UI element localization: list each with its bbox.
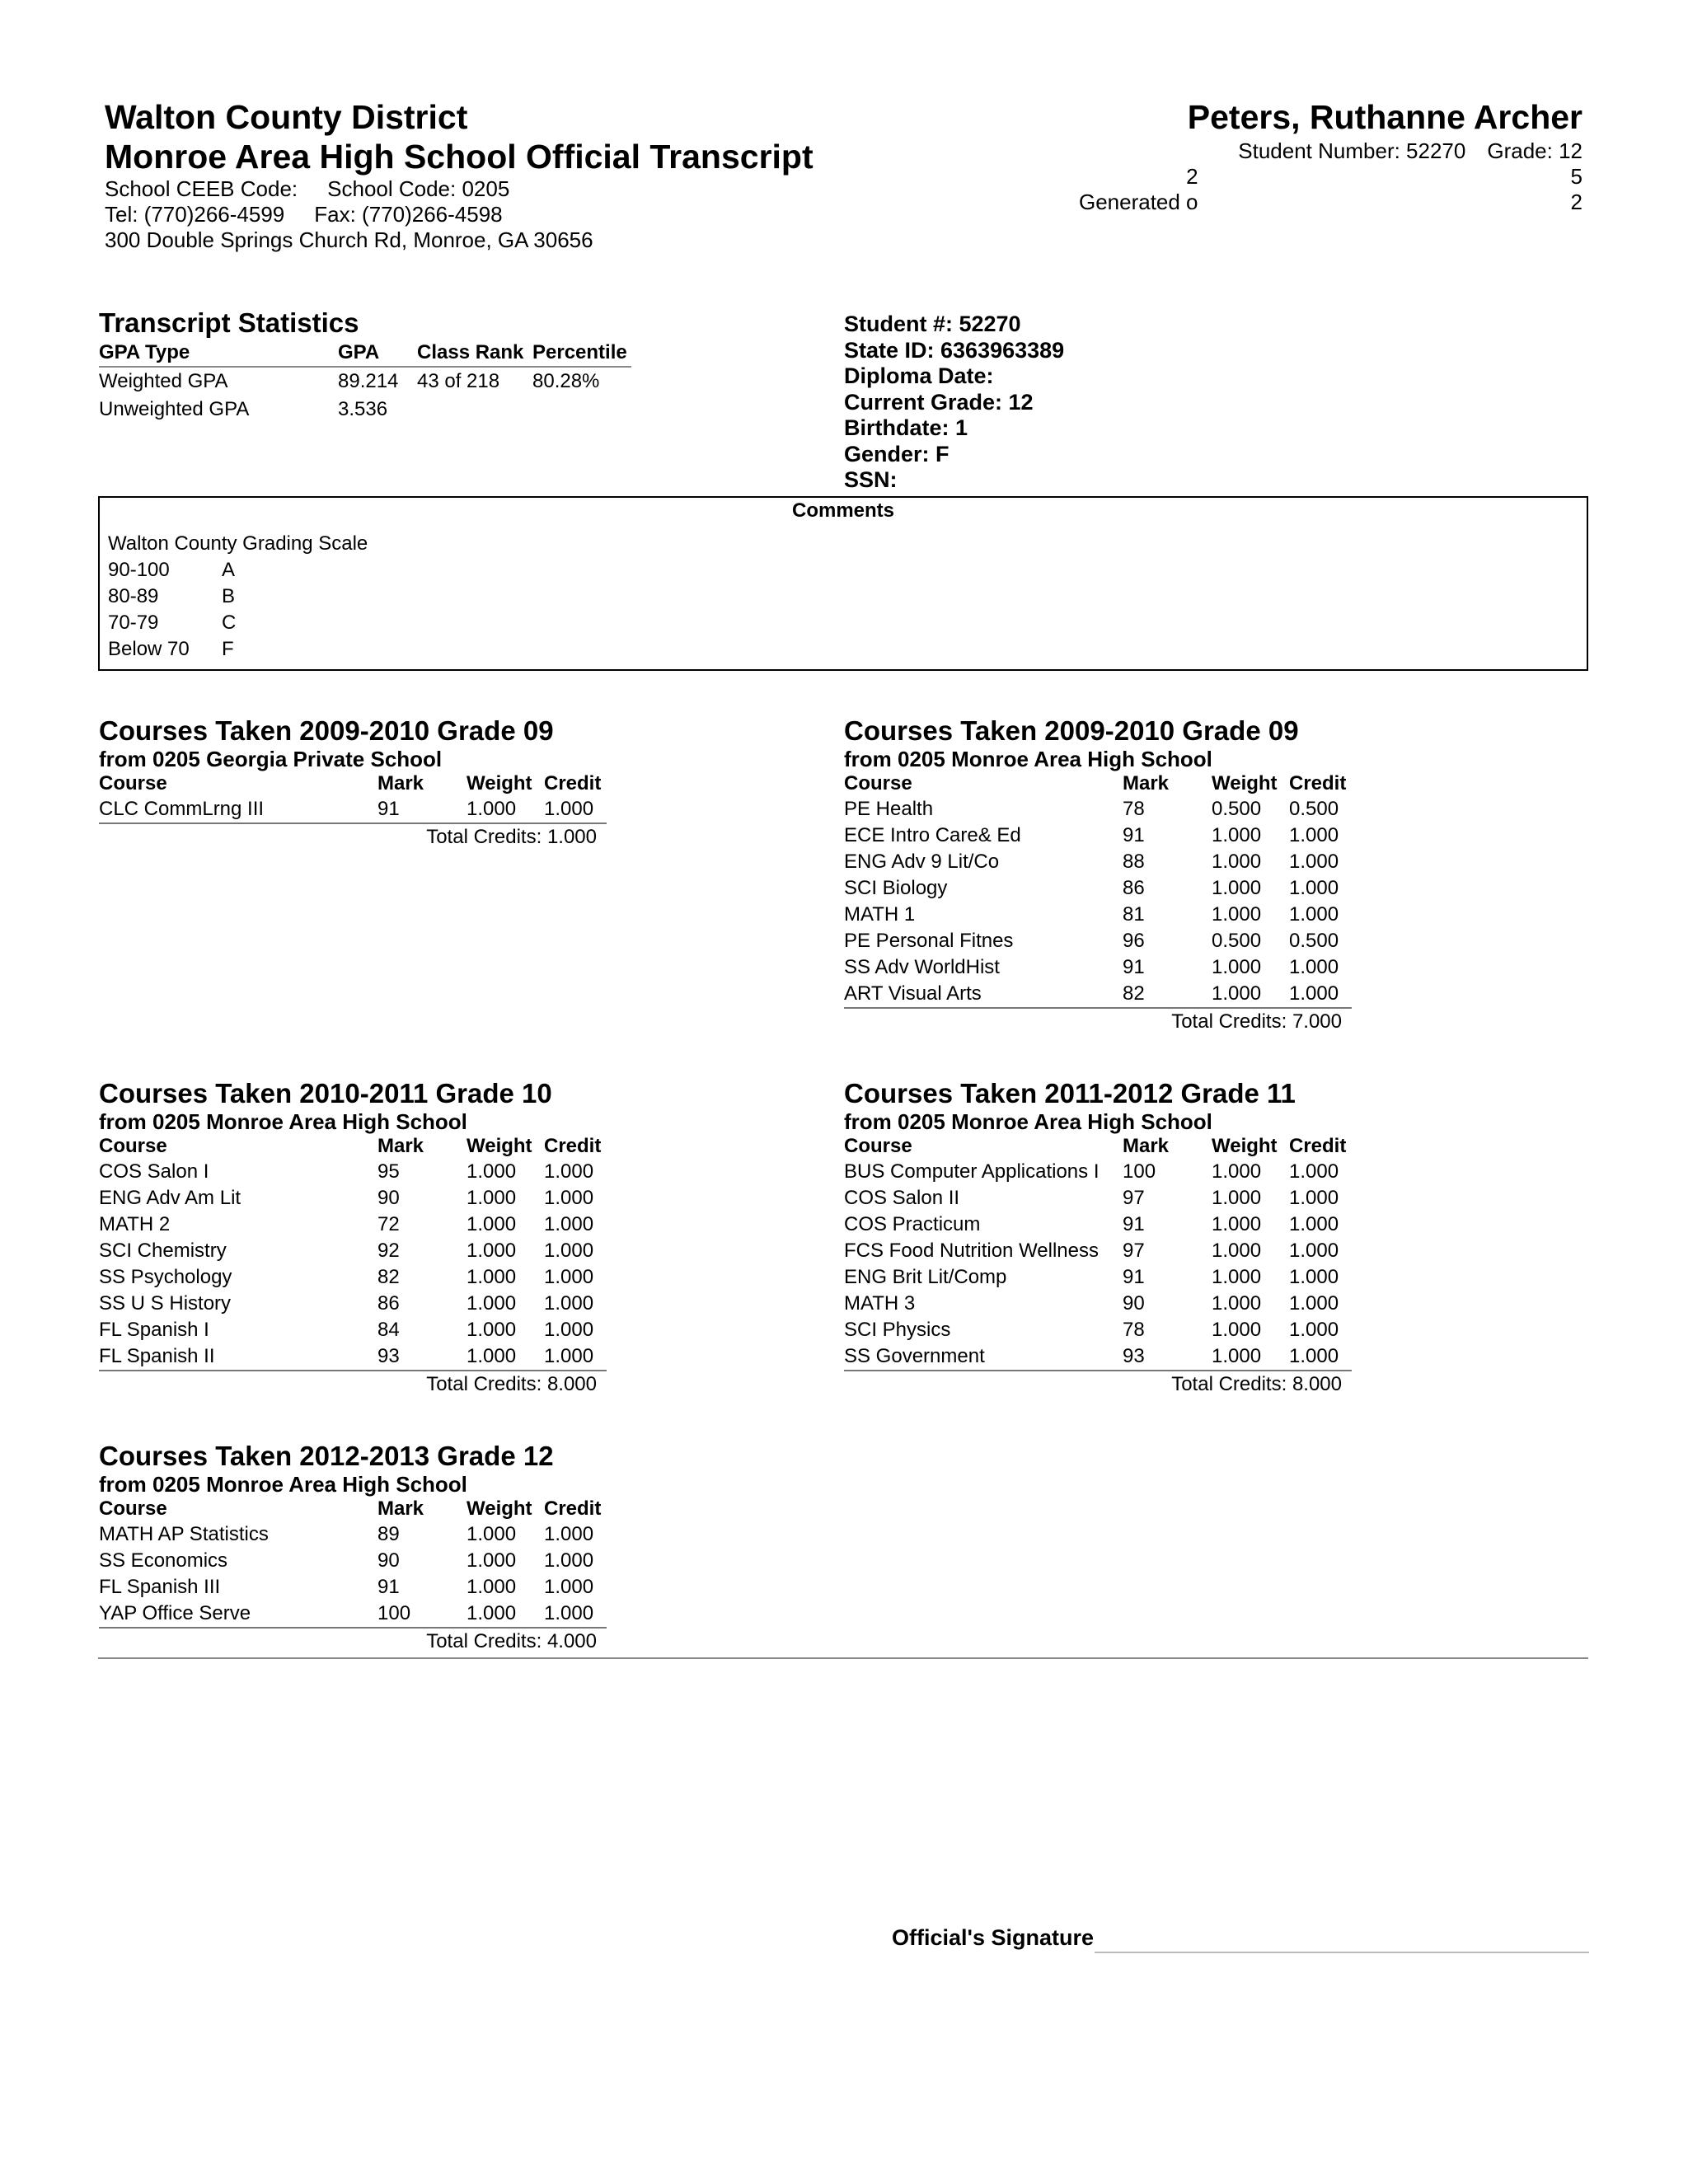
course-mark: 100: [377, 1601, 467, 1628]
total-credits-value: 1.000: [546, 826, 597, 848]
course-weight: 1.000: [467, 1576, 517, 1598]
course-credit: 1.000: [544, 1160, 594, 1183]
diploma-date: Diploma Date:: [844, 363, 994, 388]
course-block-2009-monroe: [844, 715, 1352, 1035]
gender: Gender: F: [844, 441, 950, 466]
col-gpa: GPA: [338, 340, 417, 367]
course-name: SCI Biology: [844, 877, 948, 899]
table-row: [99, 1291, 607, 1317]
course-block-2011: [844, 1078, 1352, 1398]
school-code: School Code: 0205: [327, 176, 510, 201]
total-credits-value: 4.000: [546, 1630, 597, 1652]
course-mark: 91: [1123, 1266, 1145, 1288]
fax-number: Fax: (770)266-4598: [314, 202, 503, 227]
course-mark: 91: [1123, 956, 1145, 978]
table-row: [844, 928, 1352, 954]
generated-line-1-tail: 5: [1570, 164, 1582, 189]
course-table: [99, 771, 607, 851]
course-weight: 1.000: [467, 1187, 517, 1209]
percentile: 80.28%: [532, 370, 600, 392]
course-name: SCI Chemistry: [99, 1240, 227, 1262]
total-row: [844, 1371, 1352, 1398]
course-mark: 97: [1123, 1240, 1145, 1262]
table-row: [844, 981, 1352, 1008]
col-weight: Weight: [467, 1497, 532, 1520]
course-name: BUS Computer Applications I: [844, 1160, 1100, 1183]
state-id: State ID: 6363963389: [844, 337, 1065, 363]
course-weight: 1.000: [1212, 1343, 1289, 1371]
course-weight: 1.000: [467, 1523, 517, 1545]
block-source-school: from 0205 Monroe Area High School: [99, 1109, 467, 1134]
col-credit: Credit: [1289, 772, 1347, 794]
course-mark: 84: [377, 1319, 400, 1341]
course-mark: 91: [1123, 824, 1145, 846]
col-course: Course: [99, 1135, 167, 1157]
course-credit: 1.000: [544, 796, 607, 823]
course-weight: 1.000: [1212, 1160, 1262, 1183]
col-mark: Mark: [377, 1135, 424, 1157]
table-row: [844, 1238, 1352, 1264]
course-name: SS Government: [844, 1343, 1123, 1371]
course-name: CLC CommLrng III: [99, 796, 377, 823]
course-credit: 1.000: [544, 1240, 594, 1262]
score-range: 80-89: [108, 585, 159, 607]
course-name: SCI Physics: [844, 1319, 951, 1341]
course-weight: 1.000: [1212, 1292, 1262, 1315]
course-weight: 1.000: [467, 1549, 517, 1572]
block-title: Courses Taken 2009-2010 Grade 09: [844, 715, 1299, 746]
course-credit: 1.000: [544, 1523, 594, 1545]
course-name: FL Spanish II: [99, 1343, 377, 1371]
course-name: YAP Office Serve: [99, 1601, 377, 1628]
course-weight: 1.000: [1212, 1240, 1262, 1262]
course-block-2010: [99, 1078, 607, 1398]
course-mark: 95: [377, 1160, 400, 1183]
total-credits-label: Total Credits:: [1171, 1010, 1287, 1033]
course-weight: 1.000: [1212, 903, 1262, 926]
course-weight: 1.000: [1212, 824, 1262, 846]
total-credits-label: Total Credits:: [426, 1373, 542, 1395]
block-source-school: from 0205 Monroe Area High School: [99, 1472, 467, 1497]
tel-number: Tel: (770)266-4599: [105, 202, 285, 227]
transcript-title: Monroe Area High School Official Transcript: [105, 138, 814, 176]
letter-grade: B: [222, 585, 236, 607]
course-header-row: [99, 771, 607, 796]
score-range: Below 70: [108, 638, 190, 660]
generated-line-2-tail: 2: [1570, 190, 1582, 214]
course-mark: 92: [377, 1240, 400, 1262]
letter-grade: C: [222, 612, 237, 634]
total-credits-value: 8.000: [546, 1373, 597, 1395]
course-mark: 81: [1123, 903, 1145, 926]
course-credit: 1.000: [544, 1343, 607, 1371]
col-gpa-type: GPA Type: [99, 340, 338, 367]
divider: [98, 1657, 1588, 1659]
course-mark: 96: [1123, 930, 1145, 952]
course-credit: 1.000: [1289, 877, 1339, 899]
course-weight: 1.000: [467, 1601, 544, 1628]
comments-box: [98, 496, 1588, 671]
total-row: [844, 1008, 1352, 1035]
course-mark: 91: [377, 1576, 400, 1598]
block-title: Courses Taken 2012-2013 Grade 12: [99, 1441, 554, 1471]
ceeb-code-label: School CEEB Code:: [105, 176, 298, 201]
total-row: [99, 823, 607, 851]
course-mark: 82: [1123, 981, 1212, 1008]
col-mark: Mark: [1123, 1135, 1170, 1157]
student-info: [844, 312, 1064, 494]
course-weight: 1.000: [467, 796, 544, 823]
course-weight: 1.000: [467, 1343, 544, 1371]
course-weight: 1.000: [1212, 981, 1289, 1008]
table-row: [844, 1212, 1352, 1238]
total-credits: [99, 1371, 607, 1398]
course-credit: 1.000: [544, 1319, 594, 1341]
table-row: [844, 823, 1352, 849]
comments-title: Comments: [791, 499, 895, 522]
total-credits-label: Total Credits:: [1171, 1373, 1287, 1395]
table-row: [844, 1159, 1352, 1185]
course-mark: 72: [377, 1213, 400, 1235]
course-weight: 1.000: [1212, 1266, 1262, 1288]
course-name: ENG Adv 9 Lit/Co: [844, 851, 1000, 873]
table-row: [844, 954, 1352, 981]
course-name: PE Personal Fitnes: [844, 930, 1014, 952]
course-mark: 90: [377, 1549, 400, 1572]
course-weight: 0.500: [1212, 798, 1262, 820]
course-weight: 1.000: [1212, 1187, 1262, 1209]
course-credit: 1.000: [1289, 903, 1339, 926]
student-name: Peters, Ruthanne Archer: [1187, 98, 1582, 136]
table-row: [844, 1185, 1352, 1212]
course-weight: 1.000: [467, 1292, 517, 1315]
course-mark: 93: [377, 1343, 467, 1371]
course-weight: 0.500: [1212, 930, 1262, 952]
course-name: COS Practicum: [844, 1213, 981, 1235]
course-block-2012: [99, 1441, 607, 1655]
stats-heading: Transcript Statistics: [99, 307, 359, 338]
grading-scale-row: [108, 557, 368, 583]
col-weight: Weight: [467, 772, 532, 794]
course-table: [844, 771, 1352, 1035]
generated-line-2: [1079, 190, 1582, 215]
course-weight: 1.000: [1212, 1213, 1262, 1235]
course-name: ART Visual Arts: [844, 981, 1123, 1008]
table-row: [844, 849, 1352, 875]
course-credit: 1.000: [544, 1549, 594, 1572]
course-weight: 1.000: [1212, 851, 1262, 873]
course-name: COS Salon I: [99, 1160, 209, 1183]
course-mark: 82: [377, 1266, 400, 1288]
course-weight: 1.000: [467, 1266, 517, 1288]
course-credit: 1.000: [1289, 1160, 1339, 1183]
course-credit: 1.000: [544, 1576, 594, 1598]
percentile: [532, 396, 631, 424]
course-credit: 1.000: [1289, 981, 1352, 1008]
course-name: MATH AP Statistics: [99, 1523, 269, 1545]
course-name: FCS Food Nutrition Wellness: [844, 1240, 1099, 1262]
course-name: ENG Brit Lit/Comp: [844, 1266, 1007, 1288]
course-credit: 1.000: [1289, 851, 1339, 873]
col-credit: Credit: [544, 1135, 602, 1157]
student-number-line: [1238, 138, 1582, 164]
col-weight: Weight: [1212, 772, 1278, 794]
course-header-row: [844, 1134, 1352, 1159]
table-row: [99, 1238, 607, 1264]
table-row: [99, 1264, 607, 1291]
course-credit: 0.500: [1289, 798, 1339, 820]
col-mark: Mark: [377, 772, 424, 794]
course-mark: 86: [377, 1292, 400, 1315]
total-credits-value: 8.000: [1292, 1373, 1342, 1395]
course-credit: 0.500: [1289, 930, 1339, 952]
gpa-type: Weighted GPA: [99, 370, 228, 392]
course-header-row: [844, 771, 1352, 796]
total-credits: [844, 1008, 1352, 1035]
total-credits: [99, 1628, 607, 1655]
course-credit: 1.000: [1289, 1343, 1352, 1371]
course-table: [99, 1134, 607, 1398]
course-name: FL Spanish III: [99, 1576, 221, 1598]
course-weight: 1.000: [467, 1240, 517, 1262]
col-mark: Mark: [377, 1497, 424, 1520]
table-row: [99, 1343, 607, 1371]
course-mark: 78: [1123, 1319, 1145, 1341]
course-name: ECE Intro Care& Ed: [844, 824, 1021, 846]
block-title: Courses Taken 2011-2012 Grade 11: [844, 1078, 1296, 1108]
course-credit: 1.000: [544, 1601, 607, 1628]
course-table: [99, 1497, 607, 1655]
student-id: Student #: 52270: [844, 312, 1021, 336]
course-name: SS U S History: [99, 1292, 232, 1315]
table-row: [99, 367, 631, 396]
table-row: [99, 796, 607, 823]
course-credit: 1.000: [1289, 1240, 1339, 1262]
course-weight: 1.000: [1212, 956, 1262, 978]
student-number: Student Number: 52270: [1238, 138, 1466, 163]
course-name: PE Health: [844, 798, 934, 820]
course-mark: 91: [377, 796, 467, 823]
table-row: [844, 1291, 1352, 1317]
course-mark: 93: [1123, 1343, 1212, 1371]
col-course: Course: [99, 1497, 167, 1520]
table-row: [844, 796, 1352, 823]
total-credits: [844, 1371, 1352, 1398]
course-name: FL Spanish I: [99, 1319, 209, 1341]
course-header-row: [99, 1497, 607, 1521]
grading-scale-row: [108, 583, 368, 610]
grading-scale-row: [108, 636, 368, 663]
course-credit: 1.000: [1289, 824, 1339, 846]
district-name: Walton County District: [105, 98, 468, 136]
course-weight: 1.000: [1212, 877, 1262, 899]
block-source-school: from 0205 Monroe Area High School: [844, 1109, 1212, 1134]
col-course: Course: [99, 772, 167, 794]
col-percentile: Percentile: [532, 340, 631, 367]
table-row: [844, 1264, 1352, 1291]
course-credit: 1.000: [544, 1292, 594, 1315]
course-table: [844, 1134, 1352, 1398]
course-credit: 1.000: [544, 1213, 594, 1235]
table-row: [844, 1317, 1352, 1343]
total-credits-label: Total Credits:: [426, 826, 542, 848]
score-range: 70-79: [108, 612, 159, 634]
total-credits-label: Total Credits:: [426, 1630, 542, 1652]
course-mark: 91: [1123, 1213, 1145, 1235]
course-credit: 1.000: [1289, 1213, 1339, 1235]
current-grade: Current Grade: 12: [844, 389, 1034, 415]
course-credit: 1.000: [544, 1266, 594, 1288]
table-row: [844, 875, 1352, 902]
grading-scale-title: Walton County Grading Scale: [108, 532, 368, 555]
course-weight: 1.000: [1212, 1319, 1262, 1341]
class-rank: 43 of 218: [417, 370, 500, 392]
col-mark: Mark: [1123, 772, 1170, 794]
school-codes: [105, 176, 509, 202]
course-weight: 1.000: [467, 1213, 517, 1235]
table-row: [99, 1521, 607, 1548]
col-credit: Credit: [1289, 1135, 1347, 1157]
ssn: SSN:: [844, 467, 898, 492]
generated-line-2-lead: Generated o: [1078, 190, 1198, 214]
course-mark: 97: [1123, 1187, 1145, 1209]
course-mark: 89: [377, 1523, 400, 1545]
col-class-rank: Class Rank: [417, 340, 532, 367]
signature-line: [1095, 1952, 1589, 1953]
letter-grade: A: [222, 559, 236, 581]
redacted-block: [1198, 190, 1571, 215]
total-row: [99, 1371, 607, 1398]
col-course: Course: [844, 772, 912, 794]
class-rank: [417, 396, 532, 424]
letter-grade: F: [222, 638, 234, 660]
score-range: 90-100: [108, 559, 170, 581]
course-credit: 1.000: [1289, 1292, 1339, 1315]
course-mark: 88: [1123, 851, 1145, 873]
grading-scale: [108, 531, 368, 663]
course-mark: 86: [1123, 877, 1145, 899]
course-mark: 78: [1123, 798, 1145, 820]
course-name: ENG Adv Am Lit: [99, 1187, 241, 1209]
signature-label: Official's Signature: [892, 1925, 1094, 1950]
course-header-row: [99, 1134, 607, 1159]
course-name: SS Psychology: [99, 1266, 232, 1288]
col-weight: Weight: [467, 1135, 532, 1157]
total-row: [99, 1628, 607, 1655]
table-row: [99, 1548, 607, 1574]
total-credits: [99, 823, 607, 851]
table-row: [844, 1343, 1352, 1371]
gpa-type: Unweighted GPA: [99, 398, 250, 420]
col-credit: Credit: [544, 1497, 602, 1520]
table-row: [99, 1574, 607, 1601]
table-row: [844, 902, 1352, 928]
table-row: [99, 1601, 607, 1628]
table-row: [99, 396, 631, 424]
col-weight: Weight: [1212, 1135, 1278, 1157]
col-credit: Credit: [544, 772, 602, 794]
col-course: Course: [844, 1135, 912, 1157]
course-name: SS Economics: [99, 1549, 228, 1572]
course-name: SS Adv WorldHist: [844, 956, 1000, 978]
course-name: MATH 2: [99, 1213, 171, 1235]
course-mark: 90: [1123, 1292, 1145, 1315]
course-mark: 100: [1123, 1160, 1156, 1183]
table-row: [99, 1212, 607, 1238]
course-block-2009-private: [99, 715, 607, 851]
school-address: 300 Double Springs Church Rd, Monroe, GA 30656: [105, 227, 593, 252]
table-row: [99, 1185, 607, 1212]
block-title: Courses Taken 2009-2010 Grade 09: [99, 715, 554, 746]
course-name: MATH 3: [844, 1292, 916, 1315]
course-mark: 90: [377, 1187, 400, 1209]
stats-header-row: [99, 340, 631, 367]
course-name: MATH 1: [844, 903, 916, 926]
generated-line-1-lead: 2: [1186, 164, 1198, 189]
birthdate: Birthdate: 1: [844, 415, 968, 440]
gpa-value: 3.536: [338, 398, 388, 420]
generated-line-1: [1186, 164, 1582, 190]
student-grade: Grade: 12: [1487, 138, 1582, 163]
table-row: [99, 1159, 607, 1185]
block-title: Courses Taken 2010-2011 Grade 10: [99, 1078, 552, 1108]
course-weight: 1.000: [467, 1319, 517, 1341]
table-row: [99, 1317, 607, 1343]
redacted-block: [1198, 164, 1571, 190]
block-source-school: from 0205 Monroe Area High School: [844, 747, 1212, 771]
gpa-value: 89.214: [338, 370, 399, 392]
school-phone: [105, 202, 503, 227]
total-credits-value: 7.000: [1292, 1010, 1342, 1033]
course-credit: 1.000: [1289, 956, 1339, 978]
course-credit: 1.000: [1289, 1187, 1339, 1209]
course-weight: 1.000: [467, 1160, 517, 1183]
block-source-school: from 0205 Georgia Private School: [99, 747, 443, 771]
grading-scale-row: [108, 610, 368, 636]
course-credit: 1.000: [544, 1187, 594, 1209]
course-credit: 1.000: [1289, 1266, 1339, 1288]
stats-table: [99, 340, 631, 424]
course-credit: 1.000: [1289, 1319, 1339, 1341]
course-name: COS Salon II: [844, 1187, 960, 1209]
